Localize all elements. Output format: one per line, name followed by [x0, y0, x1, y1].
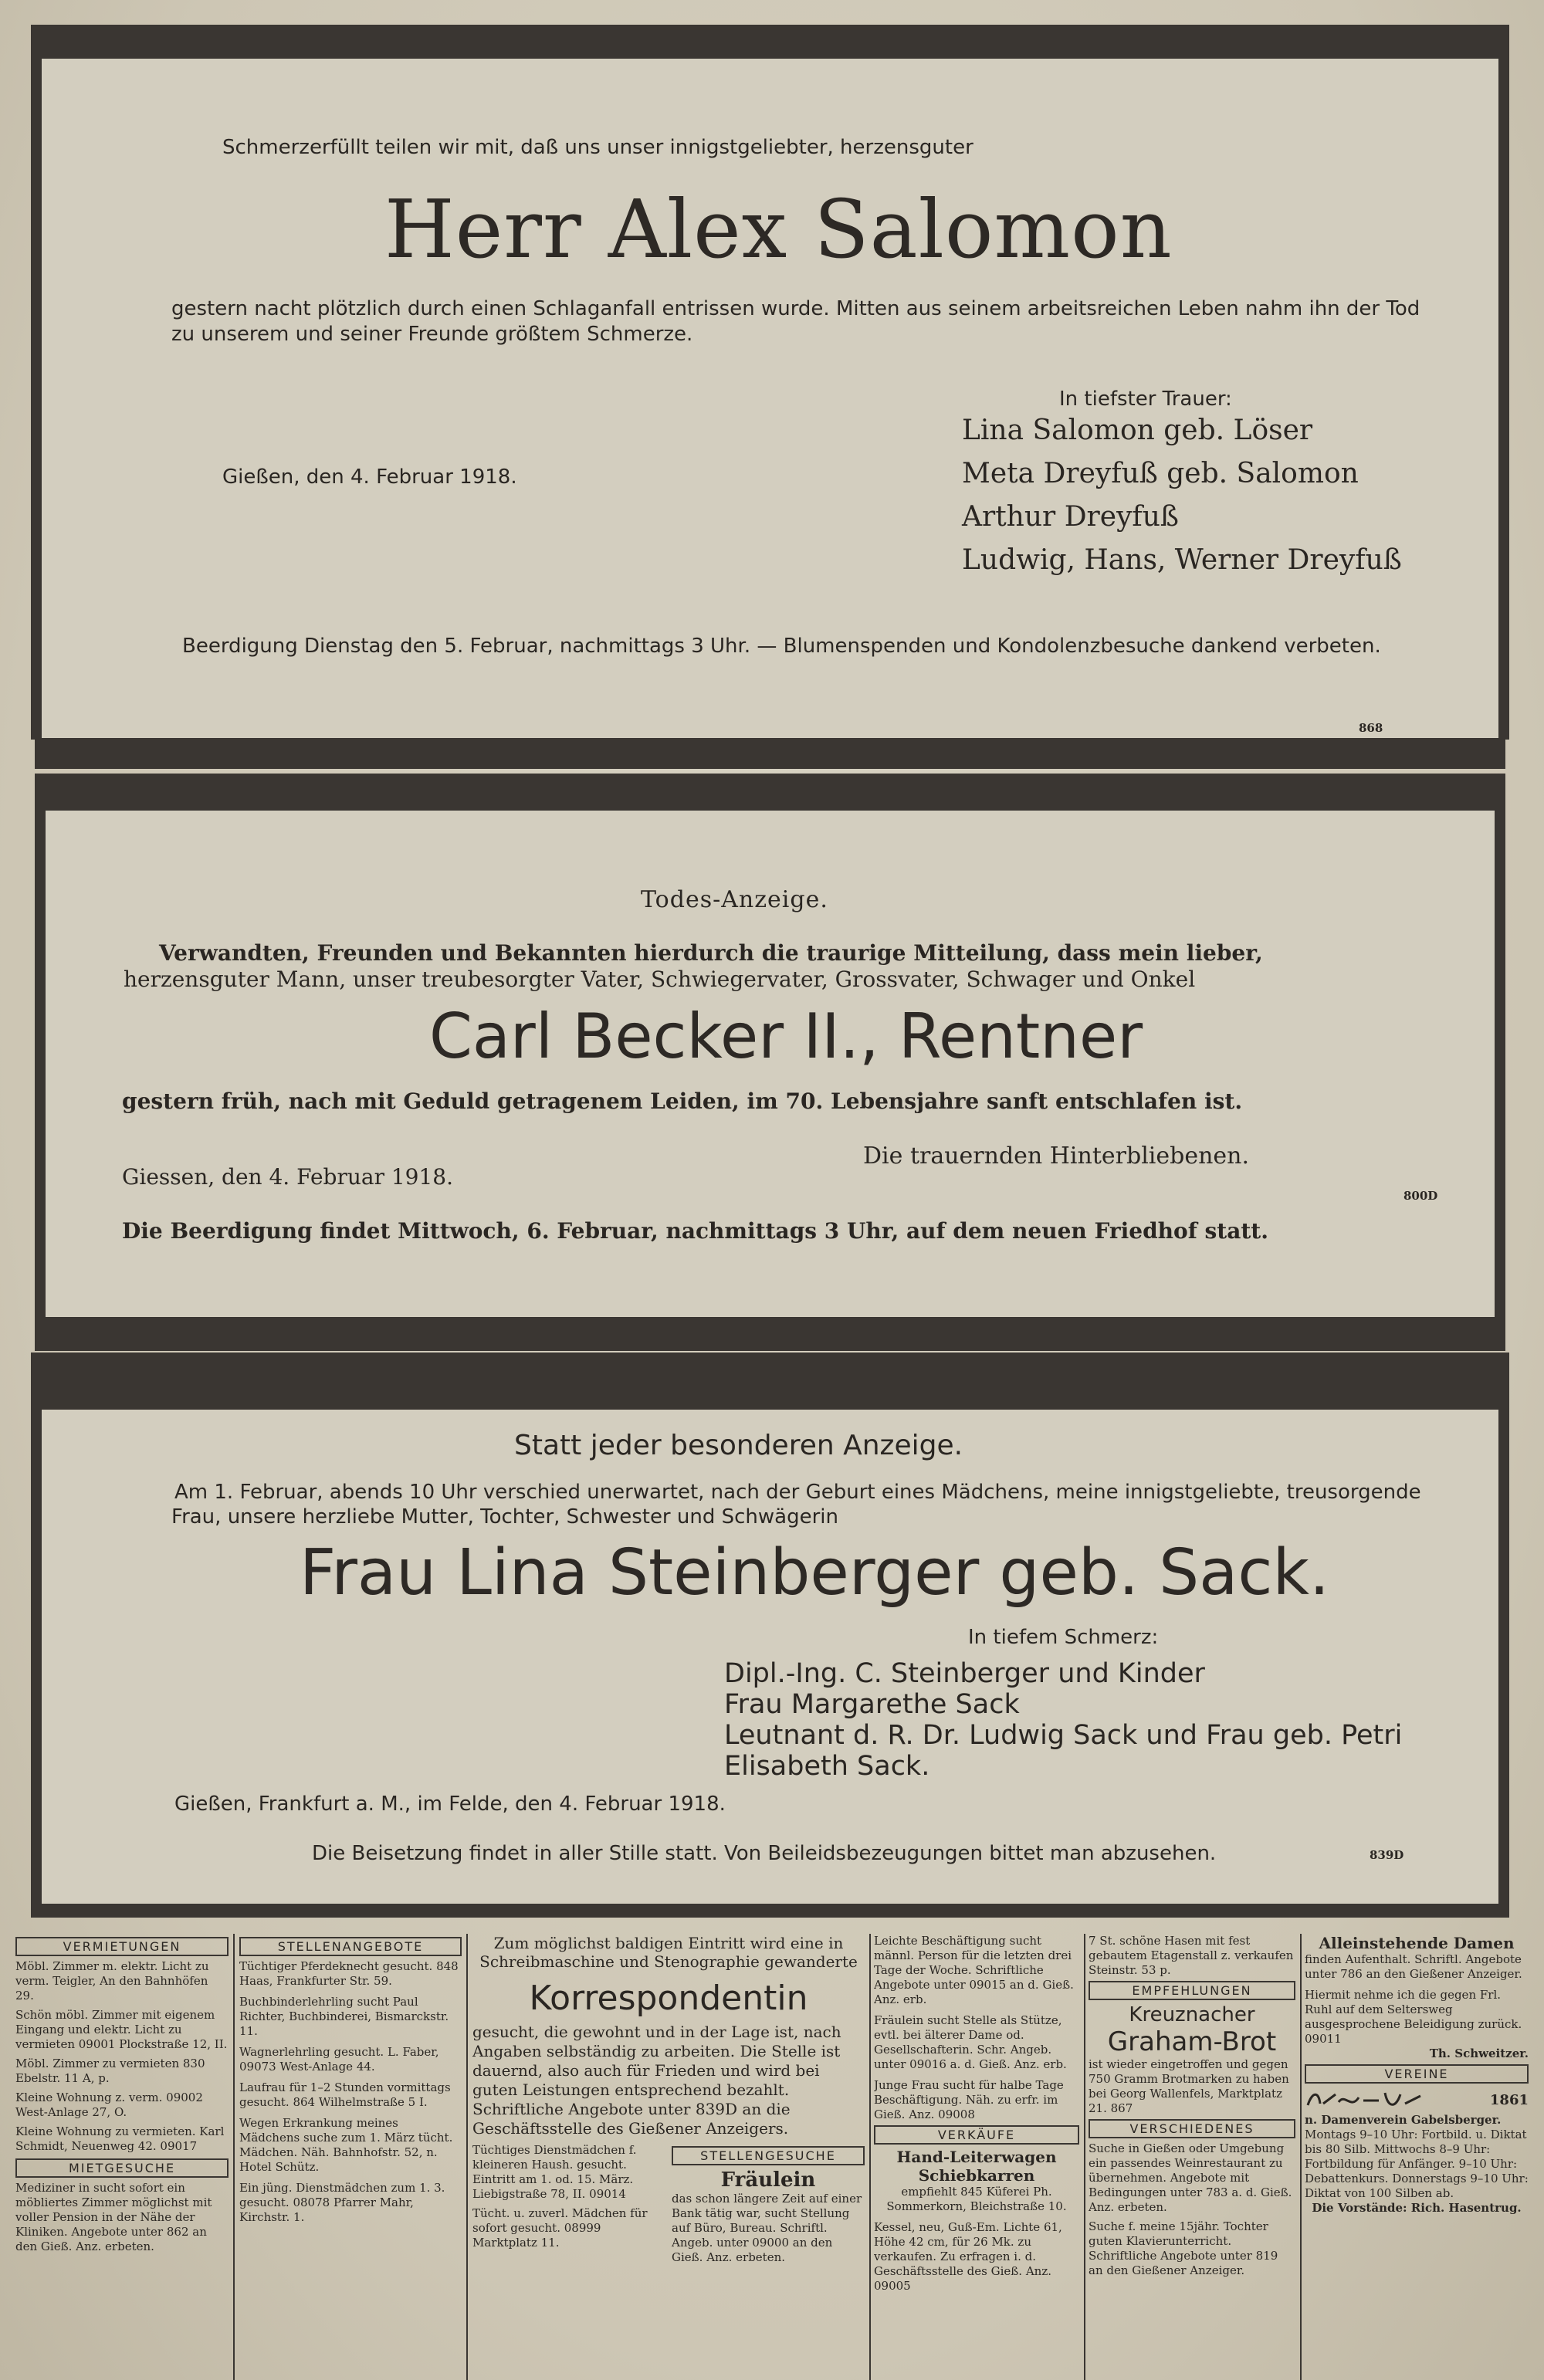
classified-item: Kleine Wohnung zu vermieten. Karl Schmidt, Neuenweg 42. 09017 [15, 2124, 225, 2153]
mourner: Leutnant d. R. Dr. Ludwig Sack und Frau geb. Petri [724, 1720, 1403, 1751]
ad1-ref: 868 [1359, 721, 1383, 735]
classified-item: finden Aufenthalt. Schriftl. Angebote unter 786 an den Gießener Anzeiger. [1305, 1952, 1522, 1981]
ad3-heading: Statt jeder besonderen Anzeige. [514, 1430, 963, 1461]
mourner: Meta Dreyfuß geb. Salomon [962, 458, 1359, 489]
ad3-top-border [31, 1353, 1509, 1410]
ad1-body-2: zu unserem und seiner Freunde größtem Schmerze. [171, 323, 693, 346]
classified-col-2 [239, 1934, 462, 2380]
classified-item: Junge Frau sucht für halbe Tage Beschäftigung. Näh. zu erfr. im Gieß. Anz. 09008 [874, 2078, 1064, 2121]
verein-name: n. Damenverein Gabelsberger. [1305, 2113, 1502, 2127]
ad3-name: Frau Lina Steinberger geb. Sack. [300, 1536, 1330, 1610]
korrespondentin-title: Korrespondentin [529, 1979, 808, 2018]
section-header: VERSCHIEDENES [1089, 2119, 1295, 2138]
section-header: STELLENGESUCHE [672, 2146, 865, 2165]
column-rule [1084, 1934, 1085, 2380]
ad2-body-1: Verwandten, Freunden und Bekannten hierdurch die traurige Mitteilung, dass mein lieber, [159, 940, 1263, 966]
classified-item: Tüchtiger Pferdeknecht gesucht. 848 Haas, Frankfurter Str. 59. [239, 1959, 459, 1988]
classified-item: das schon längere Zeit auf einer Bank tätig war, sucht Stellung auf Büro, Bureau. Schriftl. Angeb. unter 09000 an den Gieß. Anz. erbeten. [672, 2192, 862, 2264]
damen-title: Alleinstehende Damen [1319, 1934, 1515, 1952]
classified-col-1 [15, 1934, 229, 2380]
section-header: STELLENANGEBOTE [239, 1937, 462, 1956]
classified-col-6 [1305, 1934, 1529, 2380]
classified-item: empfiehlt 845 Küferei Ph. Sommerkorn, Bleichstraße 10. [886, 2185, 1067, 2213]
ad3-bottom-border [31, 1904, 1509, 1918]
mourner: Lina Salomon geb. Löser [962, 415, 1313, 446]
ad2-heading: Todes-Anzeige. [641, 886, 828, 913]
classified-col-3 [472, 1934, 865, 2380]
classified-item: Suche f. meine 15jähr. Tochter guten Klavierunterricht. Schriftliche Angebote unter 819 an den Gießener Anzeiger. [1089, 2219, 1278, 2277]
column-rule [466, 1934, 468, 2380]
classified-item: Tüchtiges Dienstmädchen f. kleineren Haush. gesucht. Eintritt am 1. od. 15. März. Liebigstraße 78, II. 09014 [472, 2143, 637, 2201]
classified-item: Wagnerlehrling gesucht. L. Faber, 09073 West-Anlage 44. [239, 2045, 439, 2074]
column-rule [1300, 1934, 1302, 2380]
classified-item: Hiermit nehme ich die gegen Frl. Ruhl auf dem Seltersweg ausgesprochene Beleidigung zurück. 09011 [1305, 1988, 1522, 2046]
classified-item: Möbl. Zimmer zu vermieten 830 Ebelstr. 11 A, p. [15, 2057, 205, 2085]
section-header: VERKÄUFE [874, 2125, 1079, 2145]
ad2-body-2: herzensguter Mann, unser treubesorgter Vater, Schwiegervater, Grossvater, Schwager und Onkel [124, 967, 1196, 992]
col3-left [472, 2143, 665, 2265]
column-rule [869, 1934, 871, 2380]
classified-item: Wegen Erkrankung meines Mädchens suche zum 1. März tücht. Mädchen. Näh. Bahnhofstr. 52, n. Hotel Schütz. [239, 2116, 453, 2174]
mourner: Arthur Dreyfuß [962, 501, 1179, 533]
ad1-name: Herr Alex Salomon [384, 182, 1173, 276]
fraeulein-title: Fräulein [720, 2168, 816, 2192]
ad3-mourners [724, 1658, 1402, 1782]
mourner: Elisabeth Sack. [724, 1751, 930, 1782]
ad2-place-date: Giessen, den 4. Februar 1918. [122, 1164, 454, 1190]
section-header: VEREINE [1305, 2064, 1529, 2084]
ad2-ref: 800D [1403, 1189, 1438, 1203]
graham-title-2: Graham-Brot [1107, 2026, 1277, 2057]
ad3-ref: 839D [1370, 1848, 1404, 1862]
ad3-body-2: Frau, unsere herzliebe Mutter, Tochter, Schwester und Schwägerin [171, 1505, 838, 1529]
section-header: MIETGESUCHE [15, 2158, 229, 2178]
ad1-mourning-label: In tiefster Trauer: [1059, 388, 1232, 411]
mourner: Dipl.-Ing. C. Steinberger und Kinder [724, 1658, 1205, 1689]
classified-col-4 [874, 1934, 1079, 2380]
classified-item: Leichte Beschäftigung sucht männl. Person für die letzten drei Tage der Woche. Schriftliche Angebote unter 09015 an d. Gieß. Anz. erb. [874, 1934, 1074, 2006]
classified-item: Kessel, neu, Guß-Em. Lichte 61, Höhe 42 cm, für 26 Mk. zu verkaufen. Zu erfragen i. d. Geschäftsstelle des Gieß. Anz. 09005 [874, 2220, 1062, 2293]
ad1-place-date: Gießen, den 4. Februar 1918. [222, 466, 517, 489]
classified-item: Fräulein sucht Stelle als Stütze, evtl. bei älterer Dame od. Gesellschafterin. Schr. Angeb. unter 09016 a. d. Gieß. Anz. erb. [874, 2013, 1067, 2071]
mourner: Ludwig, Hans, Werner Dreyfuß [962, 544, 1402, 576]
ad3-place-date: Gießen, Frankfurt a. M., im Felde, den 4. Februar 1918. [174, 1793, 726, 1816]
ad2-top-border [35, 774, 1505, 811]
column-rule [233, 1934, 235, 2380]
classified-item: Ein jüng. Dienstmädchen zum 1. 3. gesucht. 08078 Pfarrer Mahr, Kirchstr. 1. [239, 2181, 445, 2224]
ad3-mourning-label: In tiefem Schmerz: [968, 1626, 1159, 1649]
ad2-name: Carl Becker II., Rentner [429, 1000, 1143, 1072]
ad3-funeral: Die Beisetzung findet in aller Stille statt. Von Beileidsbezeugungen bittet man abzusehen. [312, 1842, 1217, 1865]
classified-item: Mediziner in sucht sofort ein möbliertes Zimmer möglichst mit voller Pension in der Nähe der Kliniken. Angebote unter 862 an den Gieß. Anz. erbeten. [15, 2181, 212, 2253]
section-header: EMPFEHLUNGEN [1089, 1981, 1295, 2000]
ad1-bottom-border [35, 738, 1505, 769]
ad2-funeral: Die Beerdigung findet Mittwoch, 6. Februar, nachmittags 3 Uhr, auf dem neuen Friedhof statt. [122, 1218, 1268, 1244]
ad1-top-border [31, 25, 1509, 59]
shorthand-logo-icon [1305, 2087, 1436, 2113]
korrespondentin-offers: Schriftliche Angebote unter 839D an die Geschäftsstelle des Gießener Anzeigers. [472, 2100, 791, 2138]
ad2-body-3: gestern früh, nach mit Geduld getragenem Leiden, im 70. Lebensjahre sanft entschlafen ist. [122, 1088, 1243, 1114]
ad1-funeral: Beerdigung Dienstag den 5. Februar, nachmittags 3 Uhr. — Blumenspenden und Kondolenzbesuche dankend verbeten. [182, 635, 1381, 658]
ad3-body-1: Am 1. Februar, abends 10 Uhr verschied unerwartet, nach der Geburt eines Mädchens, meine innigstgeliebte, treusorgende [174, 1481, 1421, 1504]
classified-item: Laufrau für 1–2 Stunden vormittags gesucht. 864 Wilhelmstraße 5 I. [239, 2080, 451, 2109]
signature: Th. Schweitzer. [1429, 2047, 1529, 2060]
classified-item: Buchbinderlehrling sucht Paul Richter, Buchbinderei, Bismarckstr. 11. [239, 1995, 449, 2038]
classified-item: Suche in Gießen oder Umgebung ein passendes Weinrestaurant zu übernehmen. Angebote mit Bedingungen unter 783 a. d. Gieß. Anz. erbeten. [1089, 2141, 1292, 2214]
classified-item: Kleine Wohnung z. verm. 09002 West-Anlage 27, O. [15, 2091, 203, 2119]
ad1-body-1: gestern nacht plötzlich durch einen Schlaganfall entrissen wurde. Mitten aus seinem arbeitsreichen Leben nahm ihn der Tod [171, 297, 1420, 320]
ad1-mourners [962, 409, 1402, 582]
col3-subcolumns [472, 2143, 865, 2265]
korrespondentin-intro: Zum möglichst baldigen Eintritt wird eine in Schreibmaschine und Stenographie gewanderte [479, 1934, 858, 1971]
graham-title-1: Kreuznacher [1129, 2003, 1255, 2026]
classified-item: Tücht. u. zuverl. Mädchen für sofort gesucht. 08999 Marktplatz 11. [472, 2206, 648, 2250]
classified-col-5 [1089, 1934, 1295, 2380]
verein-courses: Montags 9–10 Uhr: Fortbild. u. Diktat bis 80 Silb. Mittwochs 8–9 Uhr: Fortbildung für Anfänger. 9–10 Uhr: Debattenkurs. Donnerstags 9–10 Uhr: Diktat von 100 Silben ab. [1305, 2128, 1529, 2200]
verein-year: 1861 [1489, 2091, 1529, 2108]
ad2-mourners: Die trauernden Hinterbliebenen. [863, 1143, 1250, 1170]
verein-leader: Die Vorstände: Rich. Hasentrug. [1312, 2201, 1522, 2215]
classified-item: 7 St. schöne Hasen mit fest gebautem Etagenstall z. verkaufen Steinstr. 53 p. [1089, 1934, 1294, 1977]
verkauf-title: Hand-Leiterwagen Schiebkarren [896, 2148, 1057, 2185]
verein-logo-row [1305, 2087, 1529, 2113]
classified-item: Möbl. Zimmer m. elektr. Licht zu verm. Teigler, An den Bahnhöfen 29. [15, 1959, 209, 2003]
ad2-bottom-border [35, 1317, 1505, 1351]
col3-right [672, 2143, 865, 2265]
section-header: VERMIETUNGEN [15, 1937, 229, 1956]
classified-item: ist wieder eingetroffen und gegen 750 Gramm Brotmarken zu haben bei Georg Wallenfels, Marktplatz 21. 867 [1089, 2057, 1289, 2115]
classified-item: Schön möbl. Zimmer mit eigenem Eingang und elektr. Licht zu vermieten 09001 Plockstraße 12, II. [15, 2008, 228, 2051]
ad1-intro: Schmerzerfüllt teilen wir mit, daß uns unser innigstgeliebter, herzensguter [222, 136, 973, 159]
mourner: Frau Margarethe Sack [724, 1689, 1020, 1720]
korrespondentin-body: gesucht, die gewohnt und in der Lage ist, nach Angaben selbständig zu arbeiten. Die Stelle ist dauernd, also auch für Frieden und wird bei guten Leistungen entsprechend bezahlt. [472, 2023, 841, 2099]
